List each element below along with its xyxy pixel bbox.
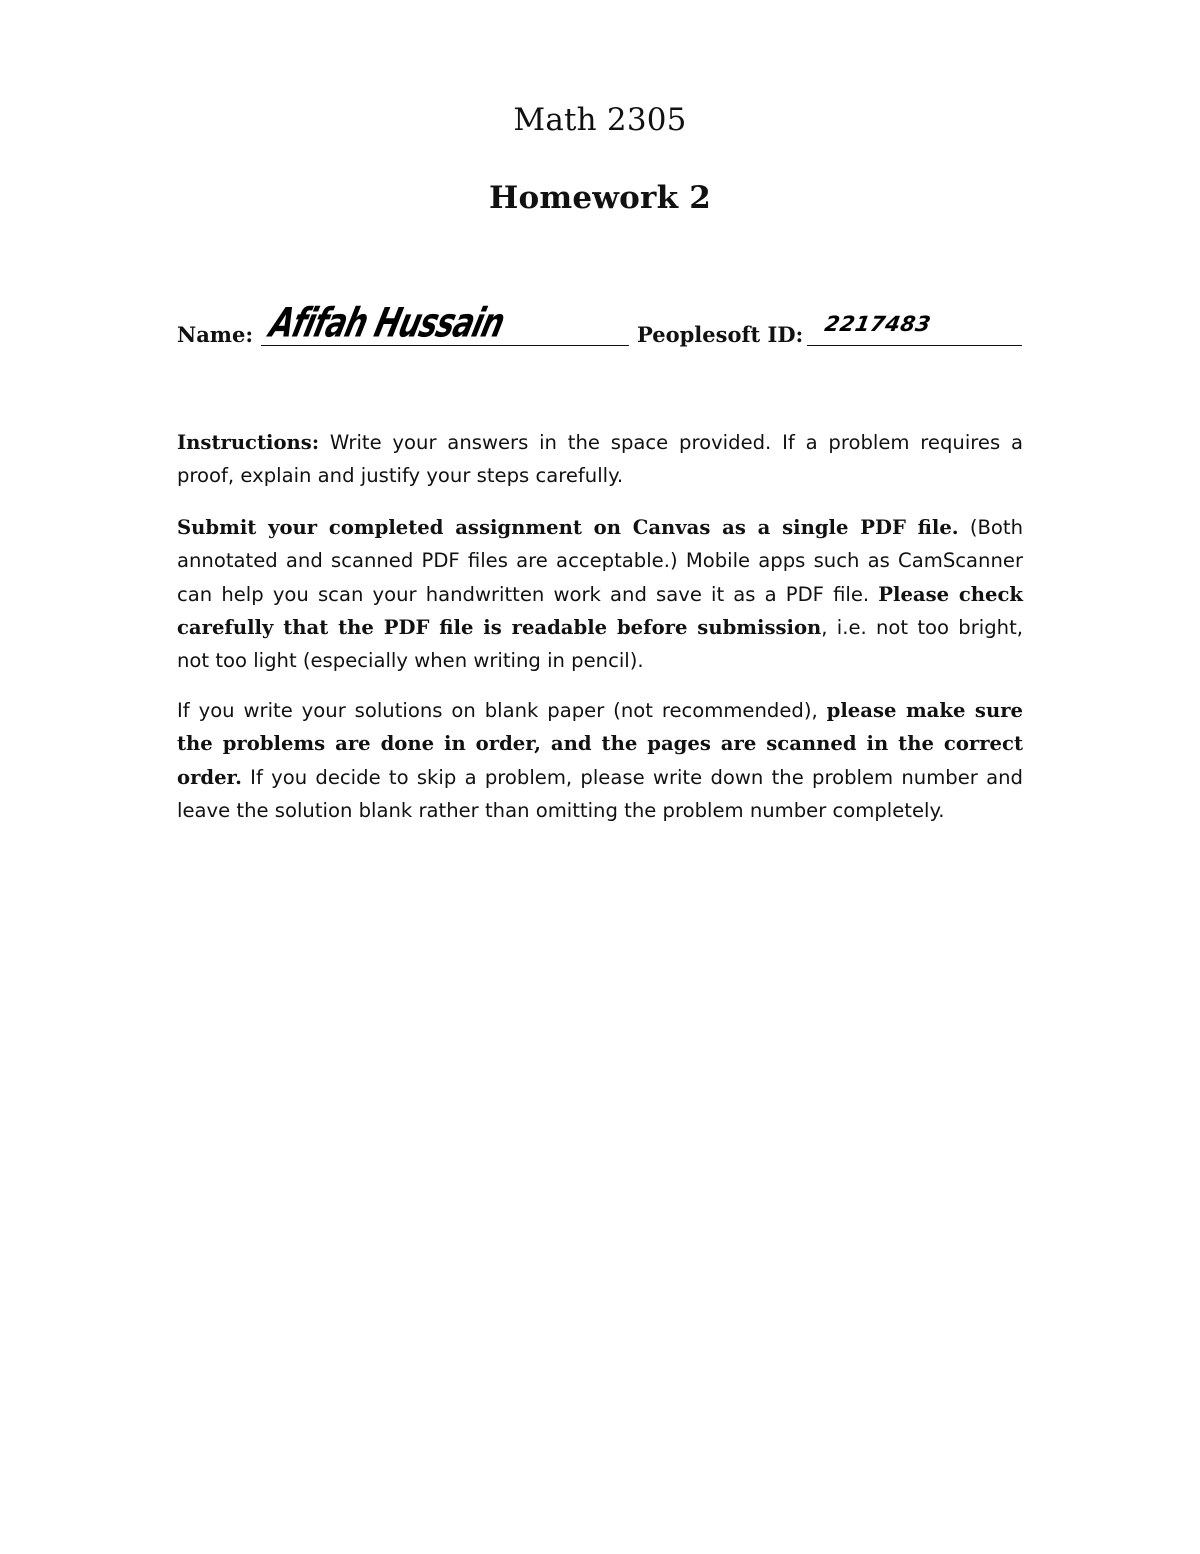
- ordering-paragraph: [177, 694, 1023, 827]
- instructions-text: Write your answers in the space provided. If a problem requires a proof, explain and justify your steps carefully.: [177, 431, 1023, 488]
- name-handwritten-value: Afifah Hussain: [265, 300, 509, 348]
- submission-text-1: (Both annotated and scanned PDF files are acceptable.) Mobile apps such as CamScanner can help you scan your handwritten work and save it as a PDF file.: [177, 516, 1023, 606]
- ordering-text-1: If you write your solutions on blank paper (not recommended),: [177, 699, 827, 722]
- name-label: Name:: [177, 322, 254, 347]
- submission-bold-2: Please check carefully that the PDF file is readable before submission: [177, 582, 1023, 639]
- submission-paragraph: [177, 511, 1023, 677]
- submission-text-2: , i.e. not too bright, not too light (especially when writing in pencil).: [177, 615, 1024, 673]
- instructions-heading: Instructions:: [177, 431, 320, 454]
- submission-bold-1: Submit your completed assignment on Canvas as a single PDF file.: [177, 516, 959, 539]
- assignment-title: Homework 2: [488, 180, 712, 216]
- peoplesoft-id-underline: [807, 345, 1022, 346]
- peoplesoft-id-label: Peoplesoft ID:: [637, 322, 804, 347]
- student-info-fields: [177, 300, 1023, 380]
- peoplesoft-id-handwritten-value: 2217483: [822, 312, 933, 336]
- course-title: Math 2305: [513, 102, 687, 138]
- ordering-bold: please make sure the problems are done in order, and the pages are scanned in the correct order.: [177, 699, 1023, 789]
- ordering-text-2: If you decide to skip a problem, please write down the problem number and leave the solution blank rather than omitting the problem number completely.: [177, 765, 1023, 822]
- instructions-paragraph: [177, 426, 1023, 493]
